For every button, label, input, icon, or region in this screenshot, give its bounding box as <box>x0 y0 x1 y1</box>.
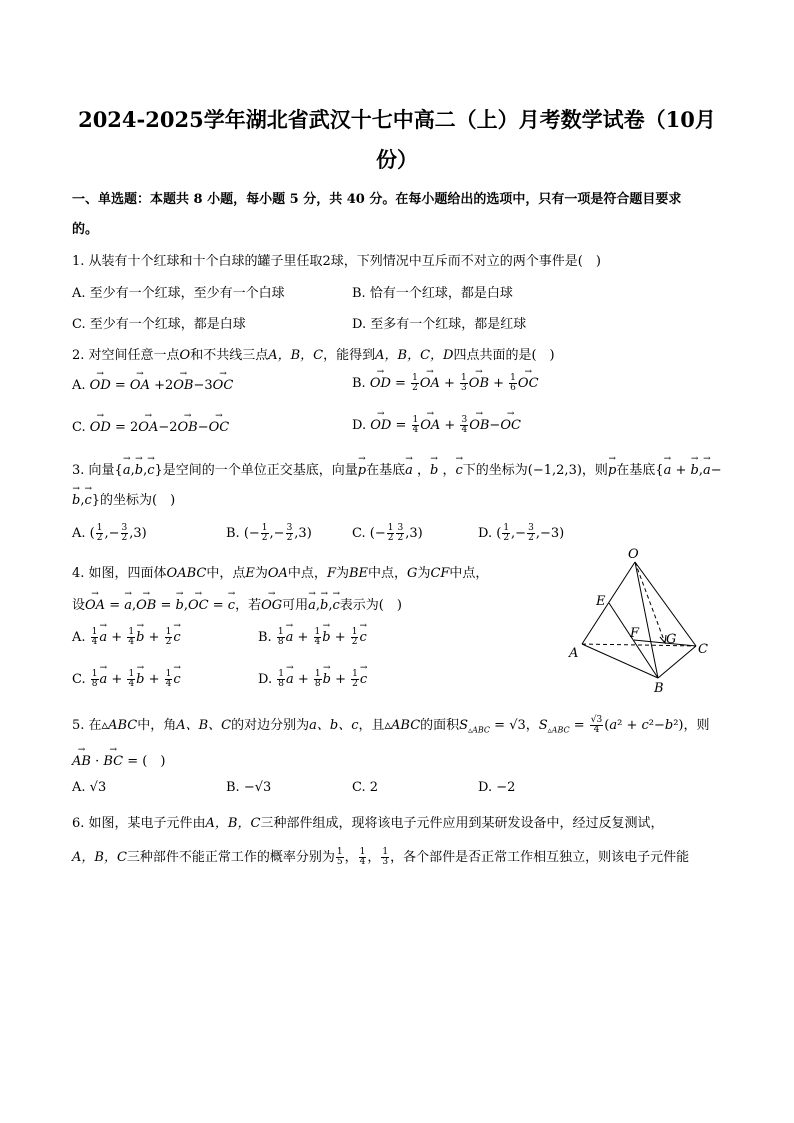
q3-stem-line1: 3. 向量{→ a,→ b,→ c}是空间的一个单位正交基底，向量→ p在基底→ a ，→ b ，→ c下的坐标为(−1,2,3)，则→ p在基底{→ a + → b,→ a− <box>72 459 722 478</box>
q4-option-c: C. $\frac{1}{8}$ → a + $\frac{1}{4}$ → b + $\frac{1}{4}$ → c <box>72 670 181 689</box>
q1-stem: 1. 从装有十个红球和十个白球的罐子里任取2球，下列情况中互斥而不对立的两个事件是( ) <box>72 254 601 269</box>
q1-option-b: B. 恰有一个红球，都是白球 <box>352 286 513 301</box>
edge-oa <box>582 562 635 644</box>
q4-stem-line2: 设→ OA = → a,→ OB = → b,→ OC = → c，若→ OG可用→ a,→ b,→ c表示为( ) <box>72 594 402 613</box>
q2-stem: 2. 对空间任意一点O和不共线三点A，B，C，能得到A，B，C，D四点共面的是( ) <box>72 348 555 363</box>
exam-title-line1: 2024-2025学年湖北省武汉十七中高二（上）月考数学试卷（10月 <box>78 107 716 132</box>
q6-stem-line2: A，B，C三种部件不能正常工作的概率分别为 $\frac{1}{5}$ ， $\frac{1}{4}$ ， $\frac{1}{3}$ ，各个部件是否正常工作相互独立，则该电子元件能 <box>72 847 690 867</box>
q5-option-c: C. 2 <box>352 780 379 795</box>
q2-option-d: D. → OD = $\frac{1}{4}$ → OA + $\frac{3}{4}$ → OB−→ OC <box>352 416 521 435</box>
label-g: G <box>666 632 677 647</box>
q5-option-a: A. √3 <box>72 780 107 795</box>
q3-option-a: A. ( $\frac{1}{2}$ ,− $\frac{3}{2}$ ,3) <box>72 523 147 543</box>
q1-option-d: D. 至多有一个红球，都是红球 <box>352 317 527 332</box>
section-heading-line2: 的。 <box>72 222 99 237</box>
label-e: E <box>596 594 606 609</box>
q5-option-d: D. −2 <box>478 780 516 795</box>
q4-option-b: B. $\frac{1}{8}$ → a + $\frac{1}{4}$ → b + $\frac{1}{2}$ → c <box>258 628 367 647</box>
q2-option-a: A. → OD = → OA +2→ OB−3→ OC <box>72 378 233 393</box>
section-heading-line1: 一、单选题：本题共 8 小题，每小题 5 分，共 40 分。在每小题给出的选项中，只有一项是符合题目要求 <box>72 192 682 207</box>
q1-option-c: C. 至少有一个红球，都是白球 <box>72 317 246 332</box>
label-f: F <box>630 626 640 641</box>
q4-option-a: A. $\frac{1}{4}$ → a + $\frac{1}{4}$ → b + $\frac{1}{2}$ → c <box>72 628 181 647</box>
q4-option-d: D. $\frac{1}{8}$ → a + $\frac{1}{8}$ → b + $\frac{1}{2}$ → c <box>258 670 367 689</box>
q2-option-b: B. → OD = $\frac{1}{2}$ → OA + $\frac{1}{3}$ → OB + $\frac{1}{6}$ → OC <box>352 374 539 393</box>
segment-og-dashed <box>635 562 665 643</box>
label-c: C <box>698 642 708 657</box>
q2-option-c: C. → OD = 2→ OA−2→ OB−→ OC <box>72 420 229 435</box>
q6-stem-line1: 6. 如图，某电子元件由A，B，C三种部件组成，现将该电子元件应用到某研发设备中，经过反复测试， <box>72 816 664 831</box>
label-a: A <box>569 646 579 661</box>
q5-option-b: B. −√3 <box>226 780 272 795</box>
q4-stem-line1: 4. 如图，四面体OABC中，点E为OA中点，F为BE中点，G为CF中点， <box>72 566 489 581</box>
q3-option-c: C. (− $\frac{1}{2}$ $\frac{3}{2}$ ,3) <box>352 523 423 543</box>
label-b: B <box>654 681 664 696</box>
q5-stem-line1: 5. 在▵ABC中，角A、B、C的对边分别为a、b、c，且▵ABC的面积$S_{▵ABC} = √3$，$S_{▵ABC}$ = $\frac{√3}{4}$ (a² + c²−b²)，则 <box>72 715 710 735</box>
q3-option-d: D. ( $\frac{1}{2}$ ,− $\frac{3}{2}$ ,−3) <box>478 523 565 543</box>
q1-option-a: A. 至少有一个红球，至少有一个白球 <box>72 286 285 301</box>
q3-option-b: B. (− $\frac{1}{2}$ ,− $\frac{3}{2}$ ,3) <box>226 523 312 543</box>
q3-stem-line2: → b,→ c}的坐标为( ) <box>72 489 175 508</box>
q5-stem-line2: → AB · → BC = ( ) <box>72 750 165 769</box>
tetrahedron-figure <box>560 542 720 698</box>
label-o: O <box>628 547 639 562</box>
exam-title-line2: 份） <box>376 147 418 172</box>
edge-bc <box>658 646 696 678</box>
